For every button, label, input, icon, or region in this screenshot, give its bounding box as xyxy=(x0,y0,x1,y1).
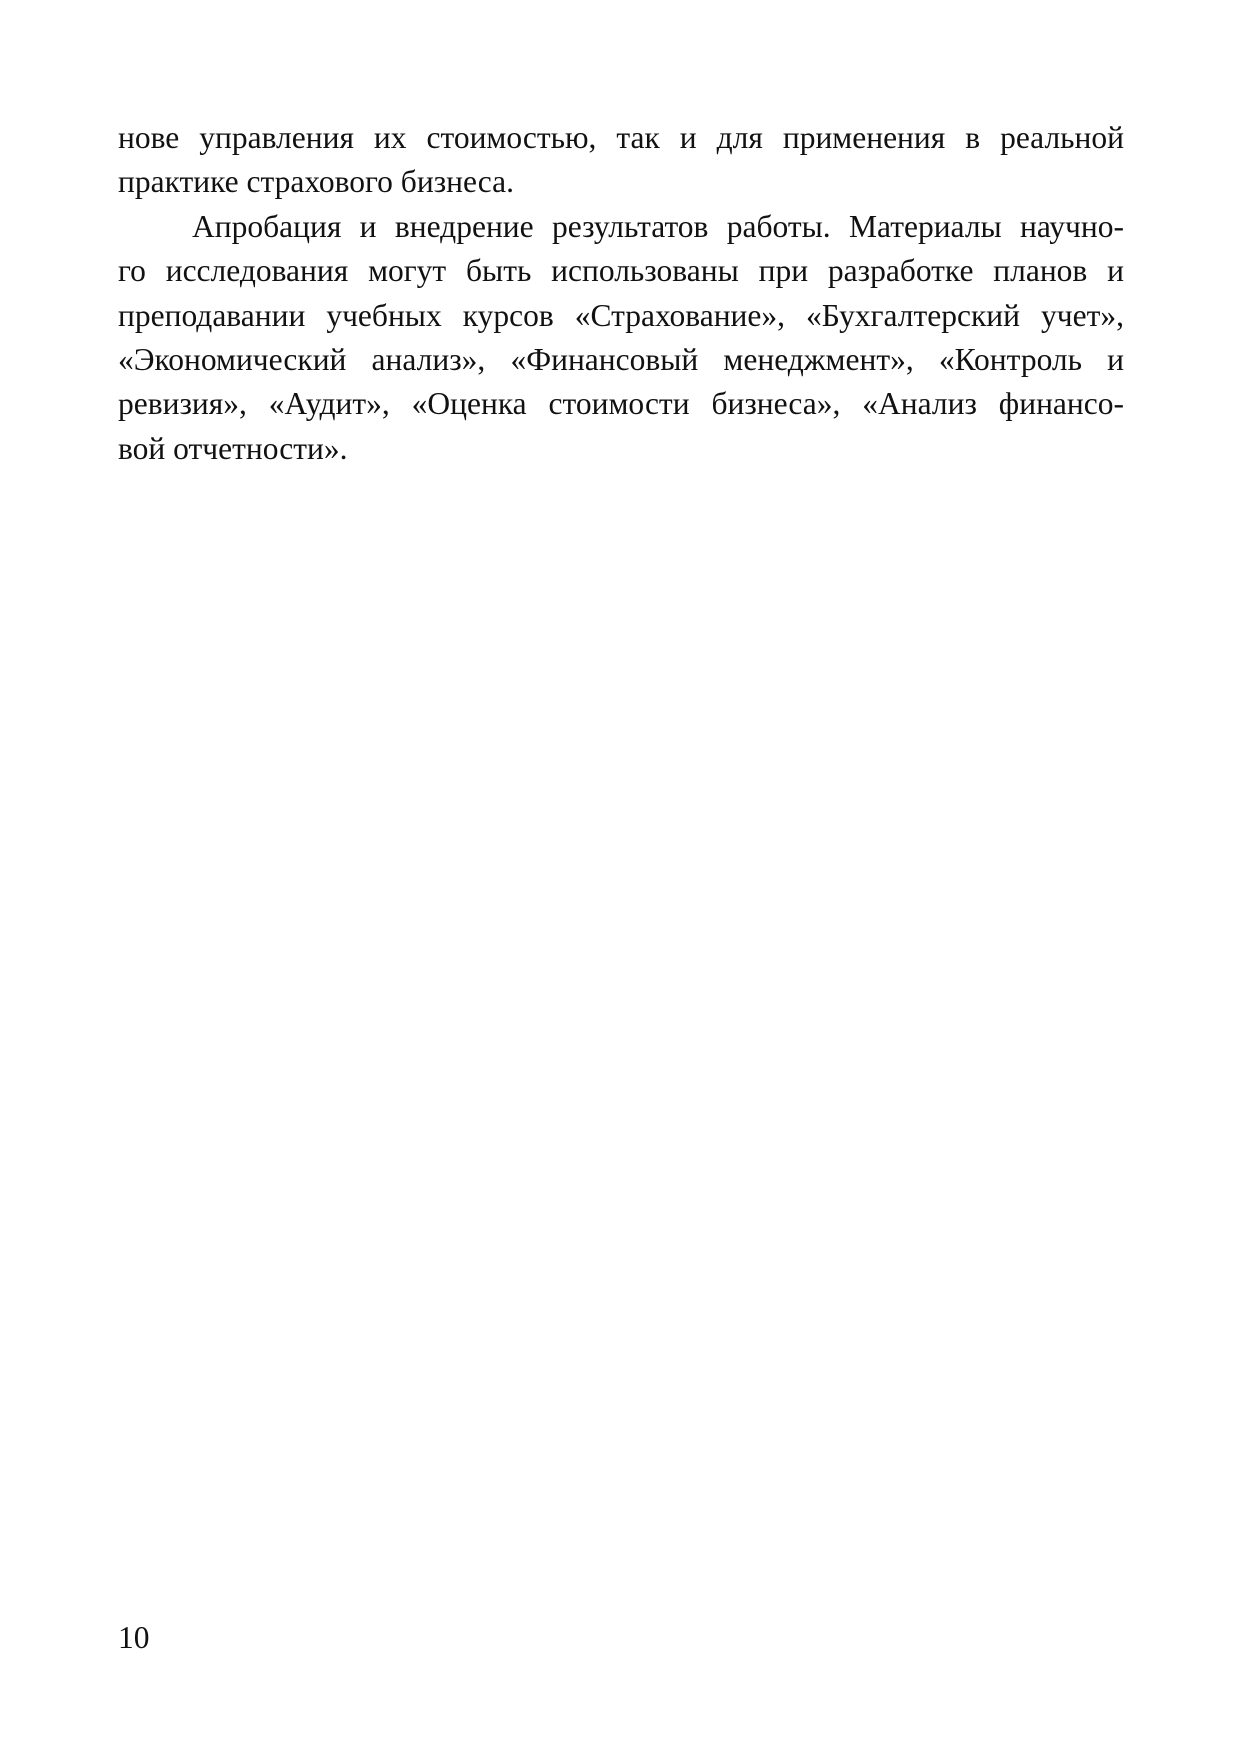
text-line: «Экономический анализ», «Финансовый менеджмент», «Контроль и xyxy=(118,341,1124,377)
text-line: вой отчетности». xyxy=(118,430,348,466)
text-line: нове управления их стоимостью, так и для применения в реальной xyxy=(118,120,1124,155)
paragraph-1 xyxy=(118,116,1124,205)
text-line: практике страхового бизнеса. xyxy=(118,164,514,200)
body-text xyxy=(118,116,1124,471)
text-line: преподавании учебных курсов «Страхование», «Бухгалтерский учет», xyxy=(118,297,1124,333)
page-number: 10 xyxy=(118,1620,150,1655)
text-line: Апробация и внедрение результатов работы. Материалы научно- xyxy=(192,208,1124,244)
text-line: го исследования могут быть использованы при разработке планов и xyxy=(118,253,1124,289)
paragraph-2 xyxy=(118,205,1124,471)
text-line: ревизия», «Аудит», «Оценка стоимости бизнеса», «Анализ финансо- xyxy=(118,386,1124,422)
